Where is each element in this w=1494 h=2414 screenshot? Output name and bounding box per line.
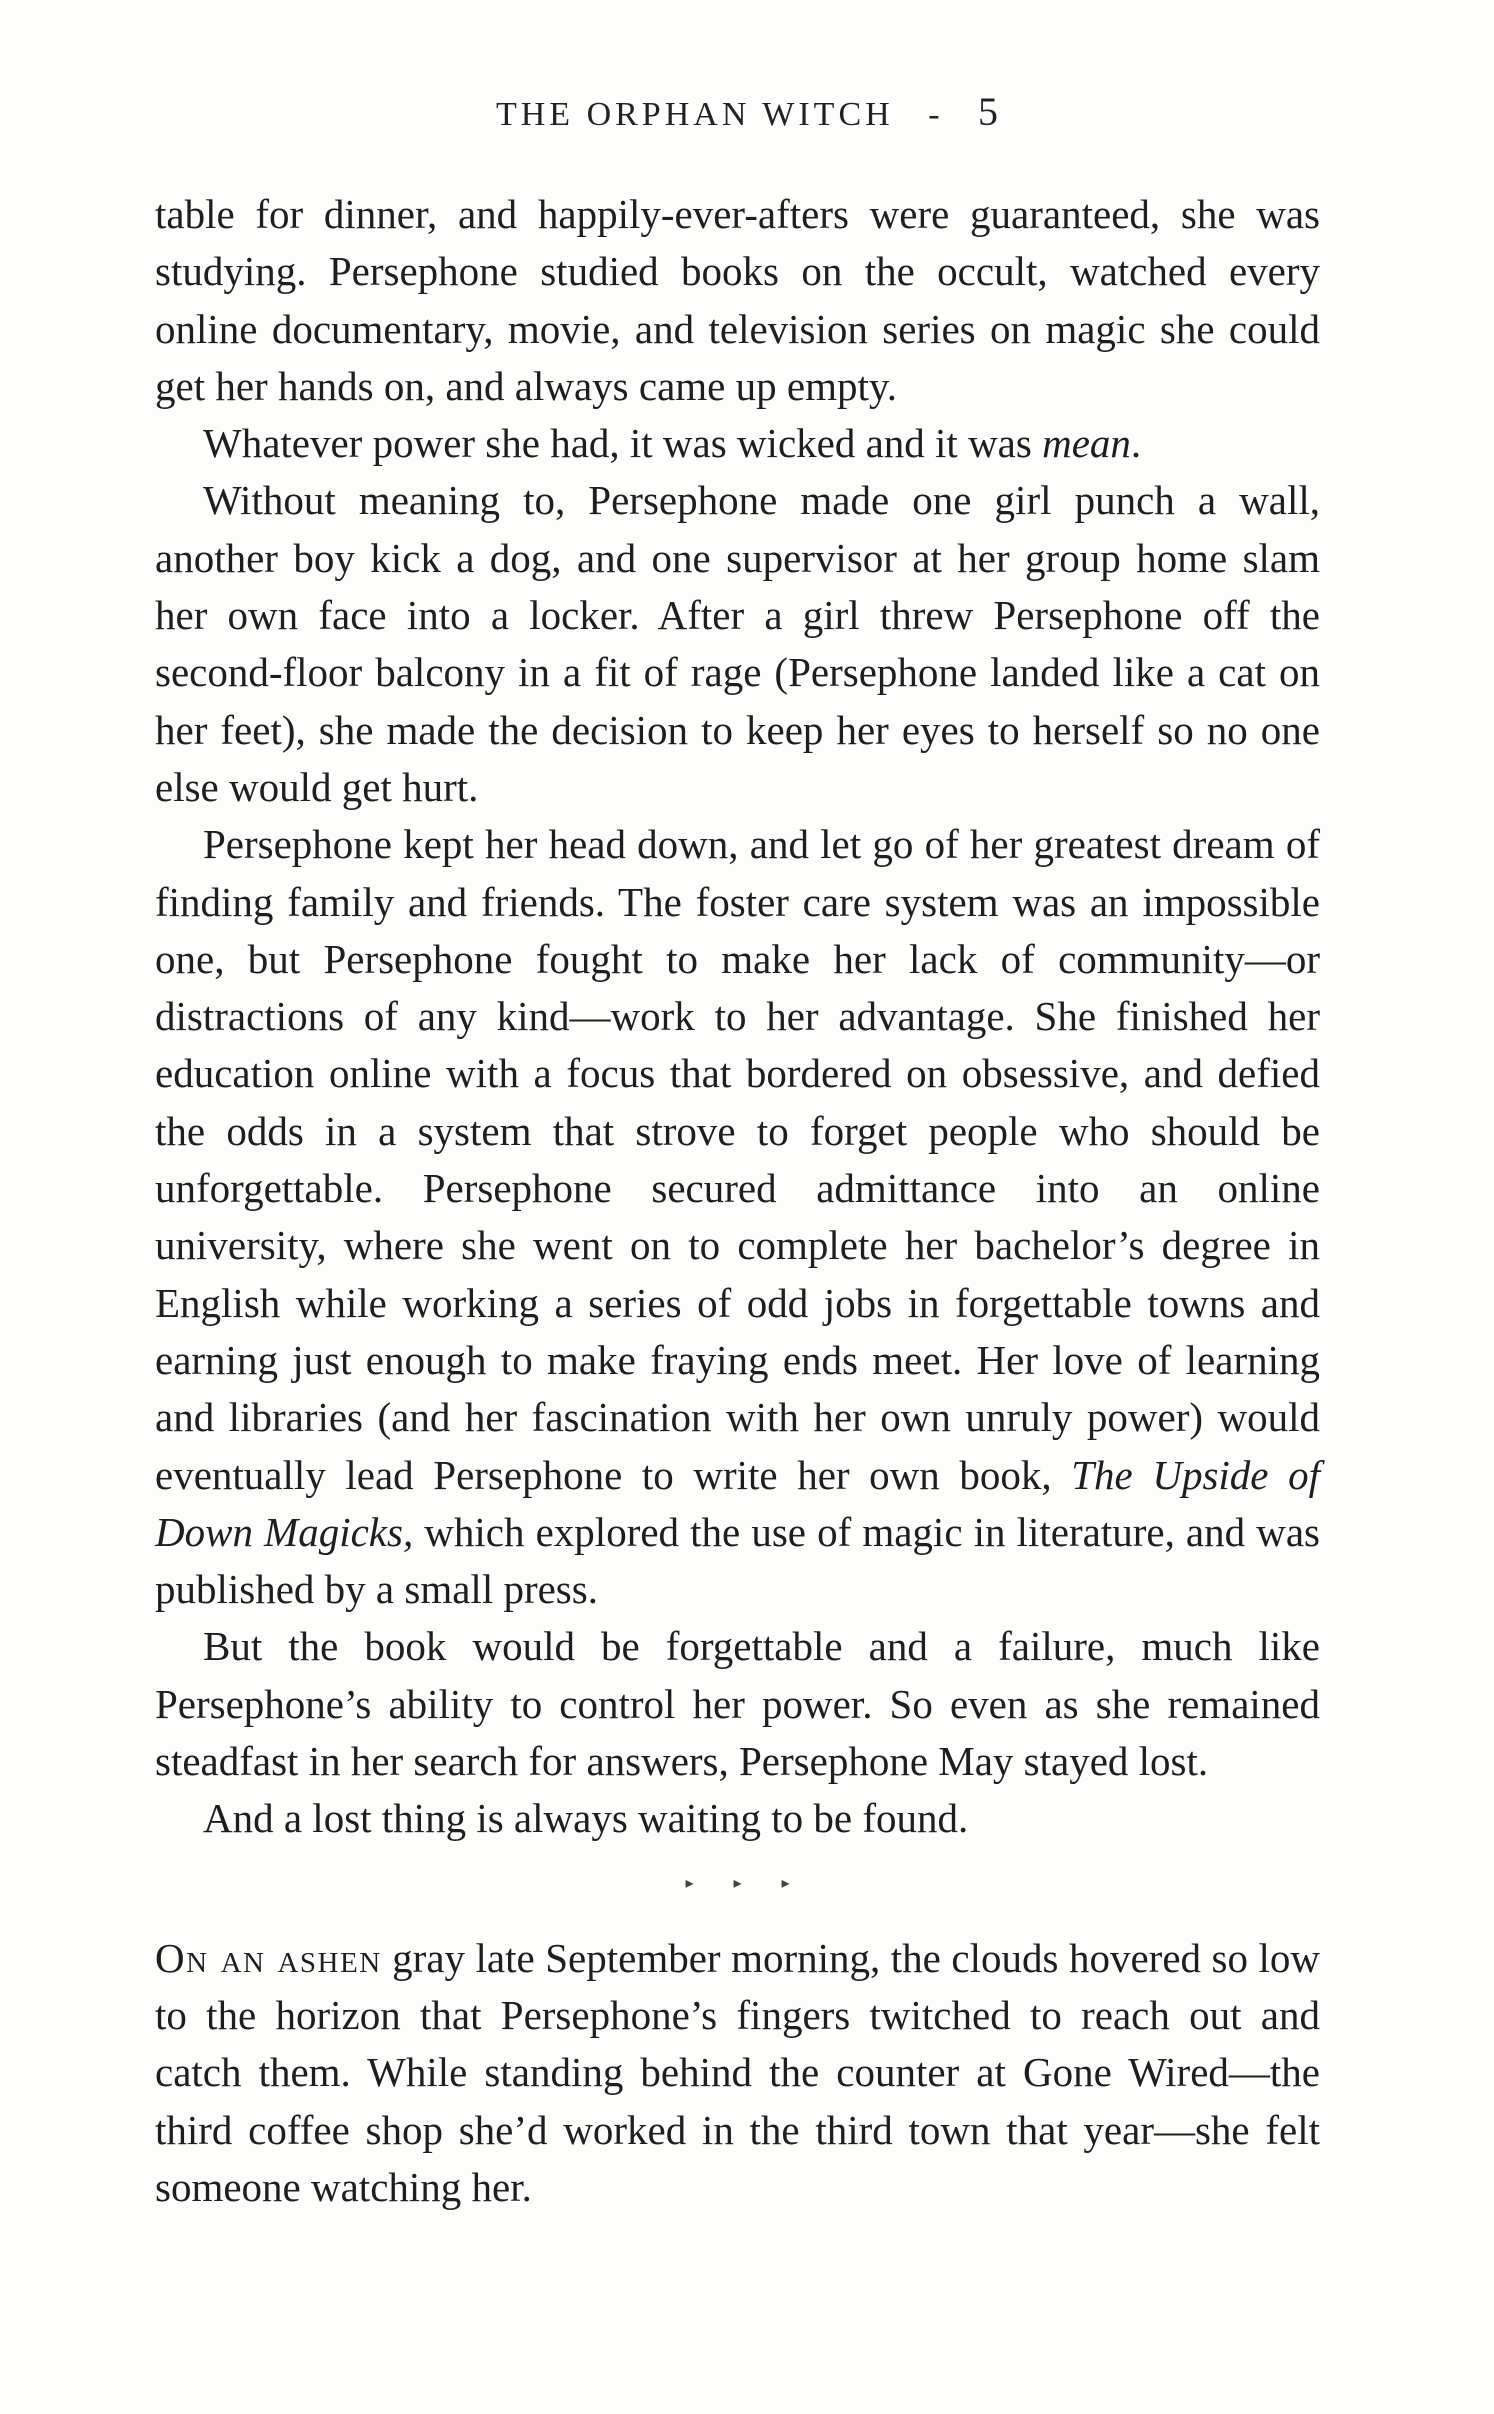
- book-title-italic: The Upside of Down Magicks,: [155, 1451, 1321, 1555]
- page-number: 5: [978, 89, 999, 134]
- paragraph: table for dinner, and happily-ever-afters were guaranteed, she was studying. Persephone studied books on the occult, watched every online documentary, movie, and television series on magic she could get her hands on, and always came up empty.: [155, 191, 1320, 409]
- running-head: [0, 88, 1494, 135]
- small-caps-lead-in: On an ashen: [155, 1934, 382, 1981]
- paragraph: Whatever power she had, it was wicked and it was mean.: [203, 420, 1142, 467]
- section-opening-paragraph: On an ashen gray late September morning, the clouds hovered so low to the horizon that Persephone’s fingers twitched to reach out and catch them. While standing behind the counter at Gone Wired—the third coffee shop she’d worked in the third town that year—she felt someone watching her.: [155, 1934, 1321, 2210]
- paragraph: Persephone kept her head down, and let go of her greatest dream of finding family and friends. The foster care system was an impossible one, but Persephone fought to make her lack of community—or distractions of any kind—work to her advantage. She finished her education online with a focus that bordered on obsessive, and defied the odds in a system that strove to forget people who should be unforgettable. Persephone secured admittance into an online university, where she went on to complete her bachelor’s degree in English while working a series of odd jobs in forgettable towns and earning just enough to make fraying ends meet. Her love of learning and libraries (and her fascination with her own unruly power) would eventually lead Persephone to write her own book, The Upside of Down Magicks, which explored the use of magic in literature, and was published by a small press.: [155, 821, 1321, 1613]
- paragraph: But the book would be forgettable and a failure, much like Persephone’s ability to control her power. So even as she remained steadfast in her search for answers, Persephone May stayed lost.: [155, 1623, 1320, 1785]
- paragraph: Without meaning to, Persephone made one girl punch a wall, another boy kick a dog, and one supervisor at her group home slam her own face into a locker. After a girl threw Persephone off the second-floor balcony in a fit of rage (Persephone landed like a cat on her feet), she made the decision to keep her eyes to herself so no one else would get hurt.: [155, 477, 1320, 810]
- emphasis: mean: [1042, 420, 1131, 467]
- book-title: THE ORPHAN WITCH: [495, 96, 894, 133]
- paragraph: And a lost thing is always waiting to be found.: [203, 1795, 969, 1842]
- section-break-ornament: ▸ ▸ ▸: [685, 1874, 808, 1892]
- header-separator: -: [928, 96, 944, 133]
- body-text: [155, 186, 1320, 2216]
